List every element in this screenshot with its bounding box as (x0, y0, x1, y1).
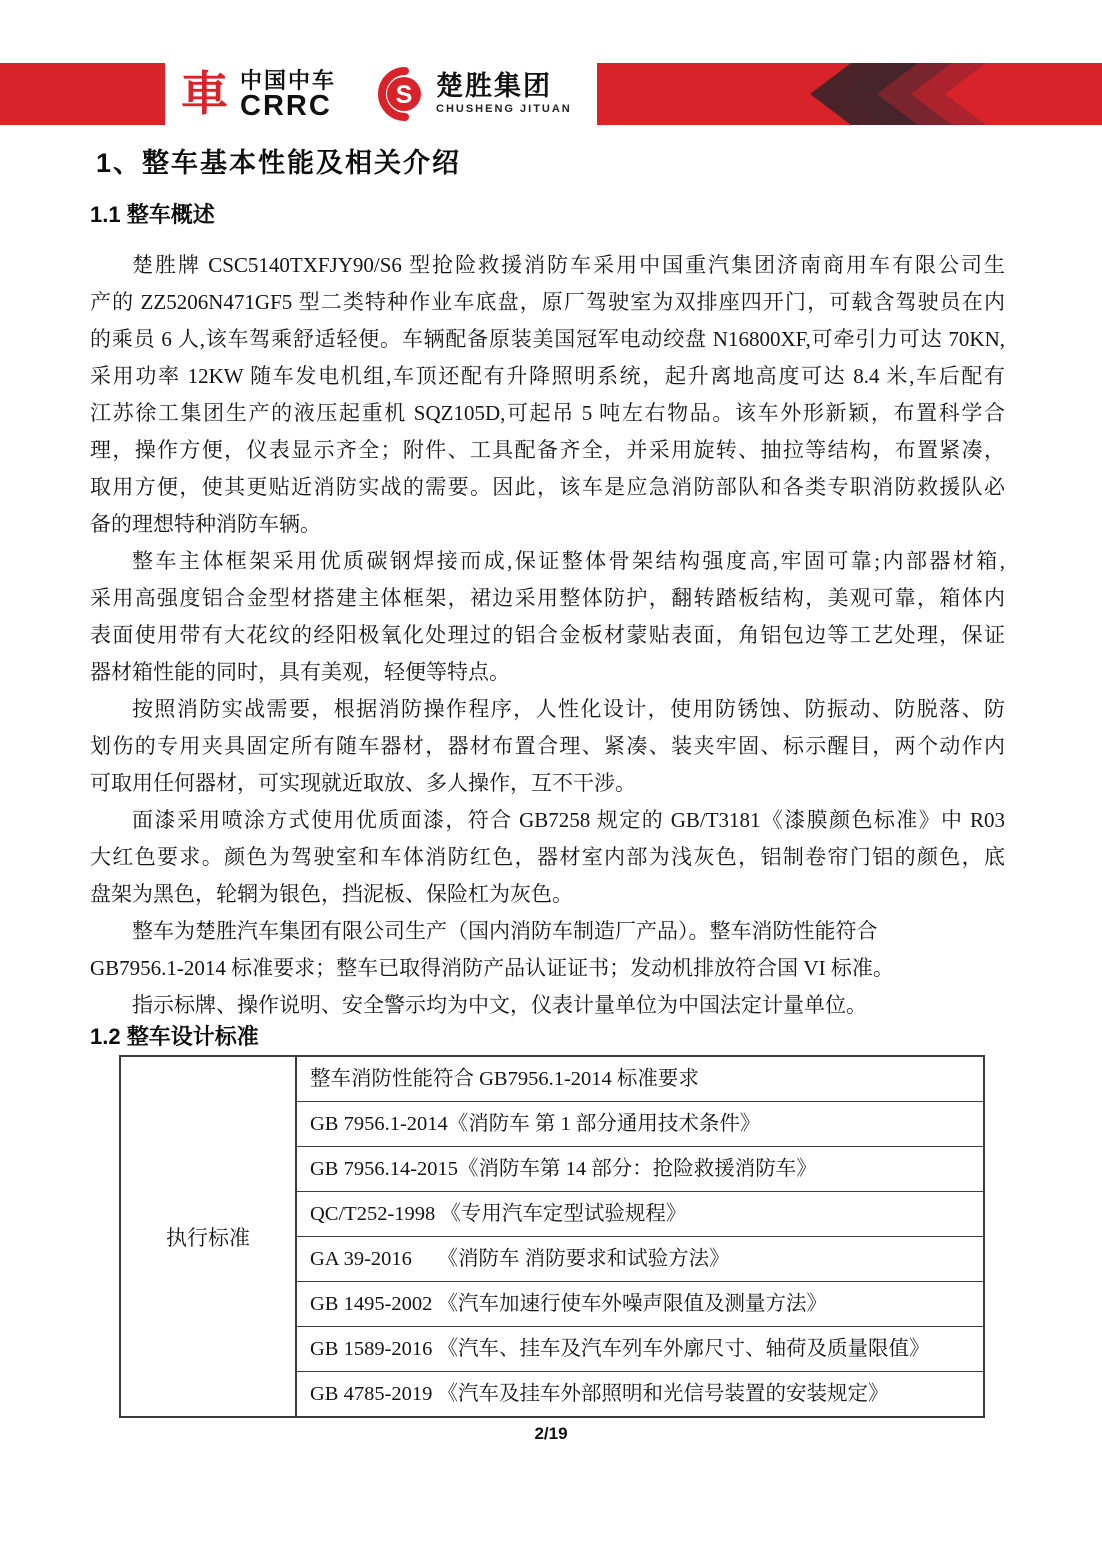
section-title: 1、整车基本性能及相关介绍 (96, 148, 462, 178)
chusheng-logo (372, 66, 572, 122)
paragraph-line: 江苏徐工集团生产的液压起重机 SQZ105D,可起吊 5 吨左右物品。该车外形新颖，布置科学合 (90, 401, 1005, 425)
paragraph-line: 备的理想特种消防车辆。 (90, 512, 321, 536)
paragraph-line: 大红色要求。颜色为驾驶室和车体消防红色，器材室内部为浅灰色，铝制卷帘门铝的颜色，底 (90, 845, 1005, 869)
crrc-car-icon: 車 (181, 67, 228, 120)
chusheng-circle-icon (372, 66, 428, 122)
paragraph-line: 划伤的专用夹具固定所有随车器材，器材布置合理、紧凑、装夹牢固、标示醒目，两个动作内 (90, 734, 1005, 758)
table-row-header: 执行标准 (121, 1057, 297, 1416)
chusheng-latin-name: CHUSHENG JITUAN (436, 103, 572, 115)
paragraph-line: 整车主体框架采用优质碳钢焊接而成,保证整体骨架结构强度高,牢固可靠;内部器材箱, (132, 549, 1005, 573)
table-row: QC/T252-1998 《专用汽车定型试验规程》 (297, 1192, 983, 1237)
paragraph-line: 面漆采用喷涂方式使用优质面漆，符合 GB7258 规定的 GB/T3181《漆膜颜色标准》中 R03 (132, 808, 1005, 832)
logo-panel (165, 63, 597, 125)
table-row: GB 1495-2002 《汽车加速行使车外噪声限值及测量方法》 (297, 1282, 983, 1327)
paragraphs (90, 247, 1005, 1024)
page-number: 2/19 (534, 1424, 568, 1443)
table-row: 整车消防性能符合 GB7956.1-2014 标准要求 (297, 1057, 983, 1102)
crrc-latin-name: CRRC (240, 89, 332, 122)
paragraph-line: GB7956.1-2014 标准要求；整车已取得消防产品认证证书；发动机排放符合国 VI 标准。 (90, 956, 894, 980)
svg-text:S: S (395, 81, 413, 109)
crrc-chinese-name: 中国中车 (240, 67, 337, 93)
crrc-logo (181, 69, 336, 120)
paragraph-line: 盘架为黑色，轮辋为银色，挡泥板、保险杠为灰色。 (90, 882, 573, 906)
table-row: GB 7956.1-2014《消防车 第 1 部分通用技术条件》 (297, 1102, 983, 1147)
chevrons-decoration (810, 63, 980, 125)
paragraph-line: 按照消防实战需要，根据消防操作程序，人性化设计，使用防锈蚀、防振动、防脱落、防 (132, 697, 1005, 721)
paragraph-line: 器材箱性能的同时，具有美观，轻便等特点。 (90, 660, 510, 684)
paragraph-line: 采用高强度铝合金型材搭建主体框架，裙边采用整体防护，翻转踏板结构，美观可靠，箱体内 (90, 586, 1005, 610)
paragraph-line: 取用方便，使其更贴近消防实战的需要。因此，该车是应急消防部队和各类专职消防救援队必 (90, 475, 1005, 499)
table-row: GB 7956.14-2015《消防车第 14 部分：抢险救援消防车》 (297, 1147, 983, 1192)
paragraph-line: 整车为楚胜汽车集团有限公司生产（国内消防车制造厂产品）。整车消防性能符合 (132, 919, 878, 943)
table-row: GA 39-2016 《消防车 消防要求和试验方法》 (297, 1237, 983, 1282)
table-row: GB 4785-2019 《汽车及挂车外部照明和光信号装置的安装规定》 (310, 1383, 889, 1405)
paragraph-line: 理，操作方便，仪表显示齐全；附件、工具配备齐全，并采用旋转、抽拉等结构，布置紧凑， (90, 438, 1005, 462)
paragraph-line: 采用功率 12KW 随车发电机组,车顶还配有升降照明系统，起升离地高度可达 8.4 米,车后配有 (90, 364, 1005, 388)
subsection-heading-standards: 1.2 整车设计标准 (90, 1024, 259, 1049)
standards-table (119, 1055, 985, 1418)
chusheng-chinese-name: 楚胜集团 (436, 71, 553, 101)
paragraph-line: 表面使用带有大花纹的经阳极氧化处理过的铝合金板材蒙贴表面，角铝包边等工艺处理，保证 (90, 623, 1005, 647)
paragraph-line: 的乘员 6 人,该车驾乘舒适轻便。车辆配备原装美国冠军电动绞盘 N16800XF,可牵引力可达 70KN, (90, 327, 1005, 351)
paragraph-line: 指示标牌、操作说明、安全警示均为中文，仪表计量单位为中国法定计量单位。 (132, 993, 867, 1017)
table-row: GB 1589-2016 《汽车、挂车及汽车列车外廓尺寸、轴荷及质量限值》 (297, 1327, 983, 1372)
subsection-heading-overview: 1.1 整车概述 (90, 202, 215, 227)
chusheng-logo-text (436, 72, 572, 116)
crrc-logo-text (240, 69, 336, 120)
header-banner (0, 63, 1102, 125)
paragraph-line: 产的 ZZ5206N471GF5 型二类特种作业车底盘，原厂驾驶室为双排座四开门，可载含驾驶员在内 (90, 290, 1005, 314)
paragraph-line: 楚胜牌 CSC5140TXFJY90/S6 型抢险救援消防车采用中国重汽集团济南商用车有限公司生 (132, 253, 1005, 277)
document-body (90, 148, 1005, 1418)
paragraph-line: 可取用任何器材，可实现就近取放、多人操作，互不干涉。 (90, 771, 636, 795)
